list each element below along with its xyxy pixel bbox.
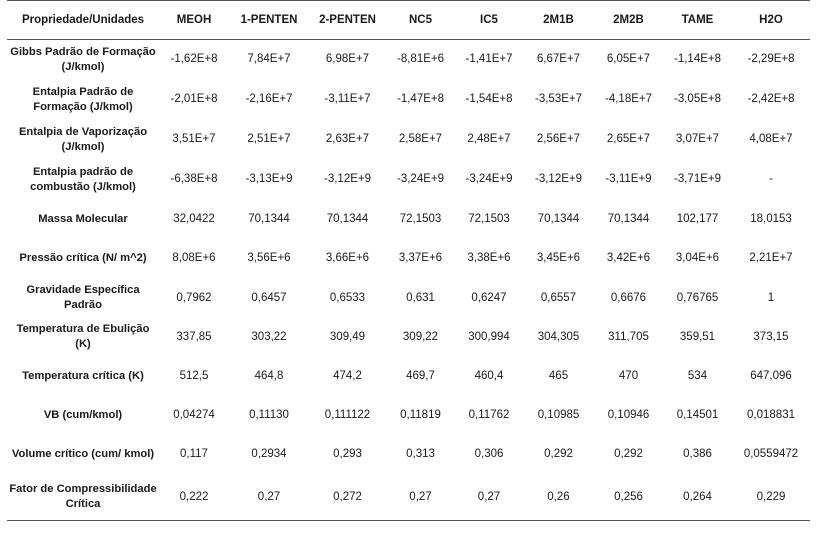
table-cell: 469,7: [406, 369, 435, 382]
table-cell: -1,41E+7: [465, 53, 513, 66]
table-row: [7, 40, 810, 80]
header-cell: 2M2B: [594, 1, 663, 40]
table-cell: 2,51E+7: [247, 133, 291, 145]
table-row: [7, 80, 810, 120]
table-cell: 0,6533: [329, 291, 366, 304]
table-cell: 512,5: [179, 369, 209, 382]
table-cell: 0,117: [180, 448, 208, 460]
table-cell: -: [769, 173, 773, 185]
table-cell: 309,22: [402, 330, 439, 343]
table-cell: 0,292: [614, 448, 643, 460]
table-cell: 300,994: [468, 330, 510, 343]
table-cell: 3,38E+6: [467, 252, 511, 264]
table-cell: 6,05E+7: [606, 53, 651, 66]
table-cell: 464,8: [254, 369, 284, 382]
table-cell: 0,222: [159, 475, 229, 521]
table-cell: -1,14E+8: [674, 53, 721, 66]
table-cell: 0,264: [663, 475, 732, 521]
table-cell: 70,1344: [326, 212, 369, 225]
table-cell: -3,11E+9: [605, 173, 652, 185]
table-cell: 0,018831: [747, 408, 795, 421]
table-cell: 0,27: [455, 475, 523, 521]
table-cell: 0,6457: [251, 291, 287, 304]
table-cell: 0,14501: [676, 408, 719, 421]
table-cell: 3,45E+6: [536, 252, 581, 264]
table-cell: 0,293: [333, 448, 362, 460]
row-label: Volume crítico (cum/ kmol): [11, 448, 155, 460]
table-cell: 72,1503: [468, 212, 510, 225]
table-cell: 0,76765: [676, 291, 719, 304]
table-cell: 102,177: [676, 212, 719, 225]
row-label: VB (cum/kmol): [43, 408, 123, 421]
table-cell: 470: [618, 369, 639, 382]
table-cell: 309,49: [329, 330, 366, 343]
table-cell: -2,29E+8: [747, 53, 795, 66]
table-cell: 18,0153: [750, 212, 792, 225]
table-cell: -3,24E+9: [397, 173, 444, 185]
table-cell: -3,12E+9: [535, 173, 582, 185]
row-label: Massa Molecular: [38, 212, 128, 225]
header-cell: TAME: [663, 1, 732, 40]
header-row: [7, 1, 810, 40]
table-cell: 0,386: [683, 448, 712, 460]
table-cell: -3,53E+7: [535, 93, 582, 105]
table-cell: 70,1344: [537, 212, 580, 225]
table-cell: 0,10985: [537, 408, 580, 421]
table-cell: -4,18E+7: [605, 93, 652, 105]
header-cell: Propriedade/Unidades: [7, 1, 159, 40]
table-cell: 2,48E+7: [467, 133, 511, 145]
table-cell: 311,705: [608, 330, 649, 343]
table-cell: 2,21E+7: [749, 252, 793, 264]
table-row: [7, 396, 810, 435]
properties-table: [7, 0, 810, 521]
table-cell: -6,38E+8: [170, 173, 218, 185]
table-row: [7, 200, 810, 239]
table-cell: 647,096: [750, 369, 792, 382]
header-cell: H2O: [732, 1, 810, 40]
table-cell: 6,67E+7: [536, 53, 581, 66]
table-cell: -8,81E+6: [397, 53, 444, 66]
table-cell: 3,66E+6: [325, 252, 370, 264]
properties-table-container: [7, 0, 810, 521]
header-cell: 2-PENTEN: [309, 1, 386, 40]
row-label: Gibbs Padrão de Formação (J/kmol): [10, 45, 156, 73]
table-cell: 0,11819: [400, 408, 441, 421]
table-cell: -1,47E+8: [397, 93, 444, 105]
row-label: Temperatura crítica (K): [22, 369, 144, 382]
row-label: Fator de Compressibilidade Crítica: [7, 475, 159, 521]
table-cell: 0,26: [523, 475, 594, 521]
table-cell: 1: [767, 291, 775, 304]
table-cell: 337,85: [176, 330, 212, 343]
table-cell: 0,272: [309, 475, 386, 521]
table-cell: 7,84E+7: [247, 53, 291, 66]
table-cell: 0,11762: [468, 408, 510, 421]
table-cell: -3,24E+9: [465, 173, 513, 185]
table-cell: 0,04274: [173, 408, 215, 421]
row-label: Temperatura de Ebulição (K): [16, 323, 150, 350]
table-cell: 0,27: [229, 475, 309, 521]
header-cell: 1-PENTEN: [229, 1, 309, 40]
table-cell: 359,51: [679, 330, 716, 343]
table-cell: -2,01E+8: [170, 93, 218, 105]
table-cell: 0,313: [406, 448, 435, 460]
table-row: [7, 318, 810, 357]
table-cell: -3,12E+9: [324, 173, 371, 185]
table-cell: 8,08E+6: [172, 252, 216, 264]
table-cell: 373,15: [753, 330, 789, 343]
table-row: [7, 239, 810, 279]
table-cell: 2,56E+7: [536, 133, 581, 145]
table-cell: 303,22: [251, 330, 287, 343]
table-cell: 0,27: [386, 475, 455, 521]
table-body: [7, 40, 810, 521]
row-label: Pressão crítica (N/ m^2): [19, 252, 147, 264]
table-cell: 0,229: [732, 475, 810, 521]
table-cell: 4,08E+7: [749, 133, 793, 145]
table-cell: 0,11130: [249, 408, 289, 421]
table-cell: 0,10946: [607, 408, 650, 421]
row-label: Entalpia padrão de combustão (J/kmol): [30, 165, 136, 193]
table-cell: -1,62E+8: [170, 53, 218, 66]
table-cell: -1,54E+8: [465, 93, 513, 105]
table-cell: -2,16E+7: [245, 93, 293, 105]
table-cell: 465: [548, 369, 569, 382]
row-label: Gravidade Específica Padrão: [26, 284, 140, 311]
row-label: Entalpia de Vaporização (J/kmol): [18, 125, 148, 153]
table-row: [7, 120, 810, 160]
table-cell: 460,4: [474, 369, 504, 382]
table-cell: 0,6557: [540, 291, 577, 304]
table-cell: 3,07E+7: [675, 133, 720, 145]
table-cell: 0,0559472: [743, 448, 799, 460]
table-cell: 3,37E+6: [398, 252, 443, 264]
table-cell: 3,42E+6: [606, 252, 651, 264]
table-cell: 0,6676: [610, 291, 647, 304]
table-row: [7, 435, 810, 475]
table-cell: 3,51E+7: [172, 133, 216, 145]
table-cell: -2,42E+8: [747, 93, 795, 105]
header-cell: MEOH: [159, 1, 229, 40]
table-cell: 3,56E+6: [247, 252, 291, 264]
header-cell: NC5: [386, 1, 455, 40]
table-row: [7, 475, 810, 521]
table-cell: 0,111122: [324, 408, 371, 421]
table-cell: 2,65E+7: [606, 133, 651, 145]
table-cell: -3,05E+8: [674, 93, 721, 105]
table-cell: 2,63E+7: [325, 133, 370, 145]
table-cell: 2,58E+7: [398, 133, 443, 145]
table-cell: -3,71E+9: [674, 173, 721, 185]
table-cell: 0,6247: [471, 291, 507, 304]
table-cell: 0,306: [474, 448, 504, 460]
table-cell: -3,11E+7: [324, 93, 371, 105]
table-cell: 32,0422: [173, 212, 215, 225]
table-cell: -3,13E+9: [245, 173, 293, 185]
table-cell: 304,305: [537, 330, 580, 343]
table-cell: 0,256: [594, 475, 663, 521]
table-cell: 474,2: [333, 369, 362, 382]
table-cell: 0,292: [544, 448, 573, 460]
table-cell: 0,2934: [251, 448, 287, 460]
header-cell: 2M1B: [523, 1, 594, 40]
table-cell: 6,98E+7: [325, 53, 370, 66]
table-row: [7, 357, 810, 396]
table-row: [7, 160, 810, 200]
table-cell: 70,1344: [607, 212, 650, 225]
table-row: [7, 279, 810, 318]
table-cell: 0,7962: [176, 291, 212, 304]
table-cell: 534: [687, 369, 708, 382]
table-cell: 70,1344: [248, 212, 290, 225]
row-label: Entalpia Padrão de Formação (J/kmol): [32, 85, 134, 113]
table-cell: 0,631: [406, 291, 435, 304]
table-cell: 72,1503: [399, 212, 442, 225]
table-cell: 3,04E+6: [675, 252, 720, 264]
header-cell: IC5: [455, 1, 523, 40]
